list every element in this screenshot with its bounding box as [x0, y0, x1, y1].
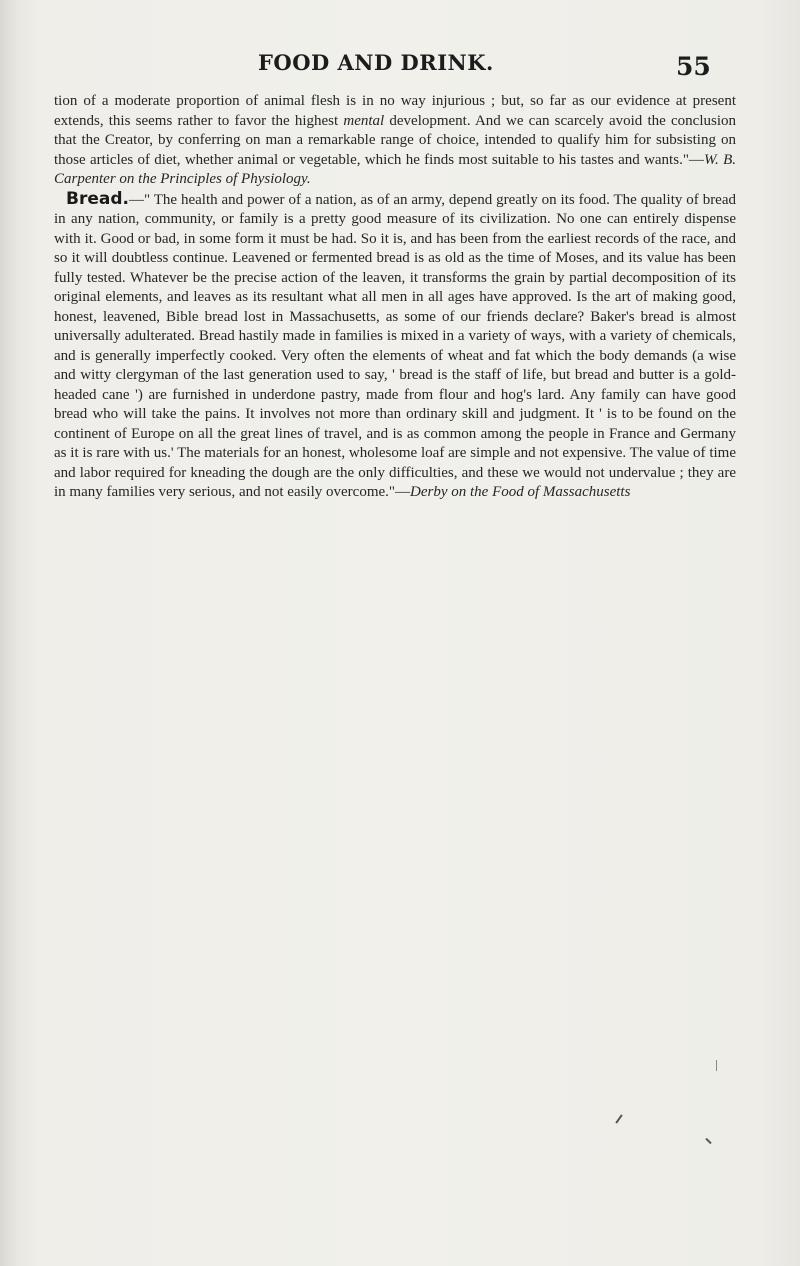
stray-mark	[705, 1138, 711, 1144]
paragraph-carpenter-quote	[54, 92, 736, 190]
stray-mark	[615, 1114, 622, 1123]
body-text	[54, 92, 736, 503]
paragraph-text: development. And we can scarcely avoid the conclusion that the Creator, by conferring on man a remarkable range of choice, intended to qualify him for subsisting on those articles of diet, whether animal or vegetable, which he finds most suitable to his tastes and wants."—	[54, 112, 736, 168]
page-header	[0, 50, 800, 90]
paragraph-text: —" The health and power of a nation, as of an army, depend greatly on its food. The quality of bread in any nation, community, or family is a pretty good measure of its civilization. No one can entirely dispense with it. Good or bad, in some form it must be had. So it is, and has been from the earliest records of the race, and so it will doubtless continue. Leavened or fermented bread is as old as the time of Moses, and its value has been fully tested. Whatever be the precise action of the leaven, it transforms the grain by partial decomposition of its original elements, and leaves as its resultant what all men in all ages have approved. Is the art of making good, honest, leavened, Bible bread lost in Massachusetts, as some of our friends declare? Baker's bread is almost universally adulterated. Bread hastily made in families is mixed in a variety of ways, with a variety of chemicals, and is generally imperfectly cooked. Very often the elements of wheat and fat which the body demands (a wise and witty clergyman of the last generation used to say, ' bread is the staff of life, but bread and butter is a gold-headed cane ') are furnished in underdone pastry, made from flour and hog's lard. Any family can have good bread who will take the pains. It involves not more than ordinary skill and judgment. It ' is to be found on the continent of Europe on all the great lines of travel, and is as common among the people in France and Germany as it is rare with us.' The materials for an honest, wholesome loaf are simple and not expensive. The value of time and labor required for kneading the dough are the only difficulties, and these we would not undervalue ; they are in many families very serious, and not easily overcome."—	[54, 191, 736, 500]
paragraph-bread	[54, 190, 736, 503]
paragraph-text: tion of a moderate proportion of animal flesh is in no way injurious ; but, so far as our evidence at present extends, this seems rather to favor the highest	[54, 93, 736, 129]
running-title: FOOD AND DRINK.	[258, 50, 494, 75]
attribution: Derby on the Food of Massachusetts	[410, 484, 631, 500]
stray-mark	[716, 1060, 717, 1071]
attribution: W. B. Carpenter on the Principles of Physiology.	[54, 151, 736, 187]
section-heading-bread: Bread.	[66, 188, 129, 209]
page-number: 55	[676, 52, 711, 81]
emphasis-word: mental	[343, 112, 385, 129]
